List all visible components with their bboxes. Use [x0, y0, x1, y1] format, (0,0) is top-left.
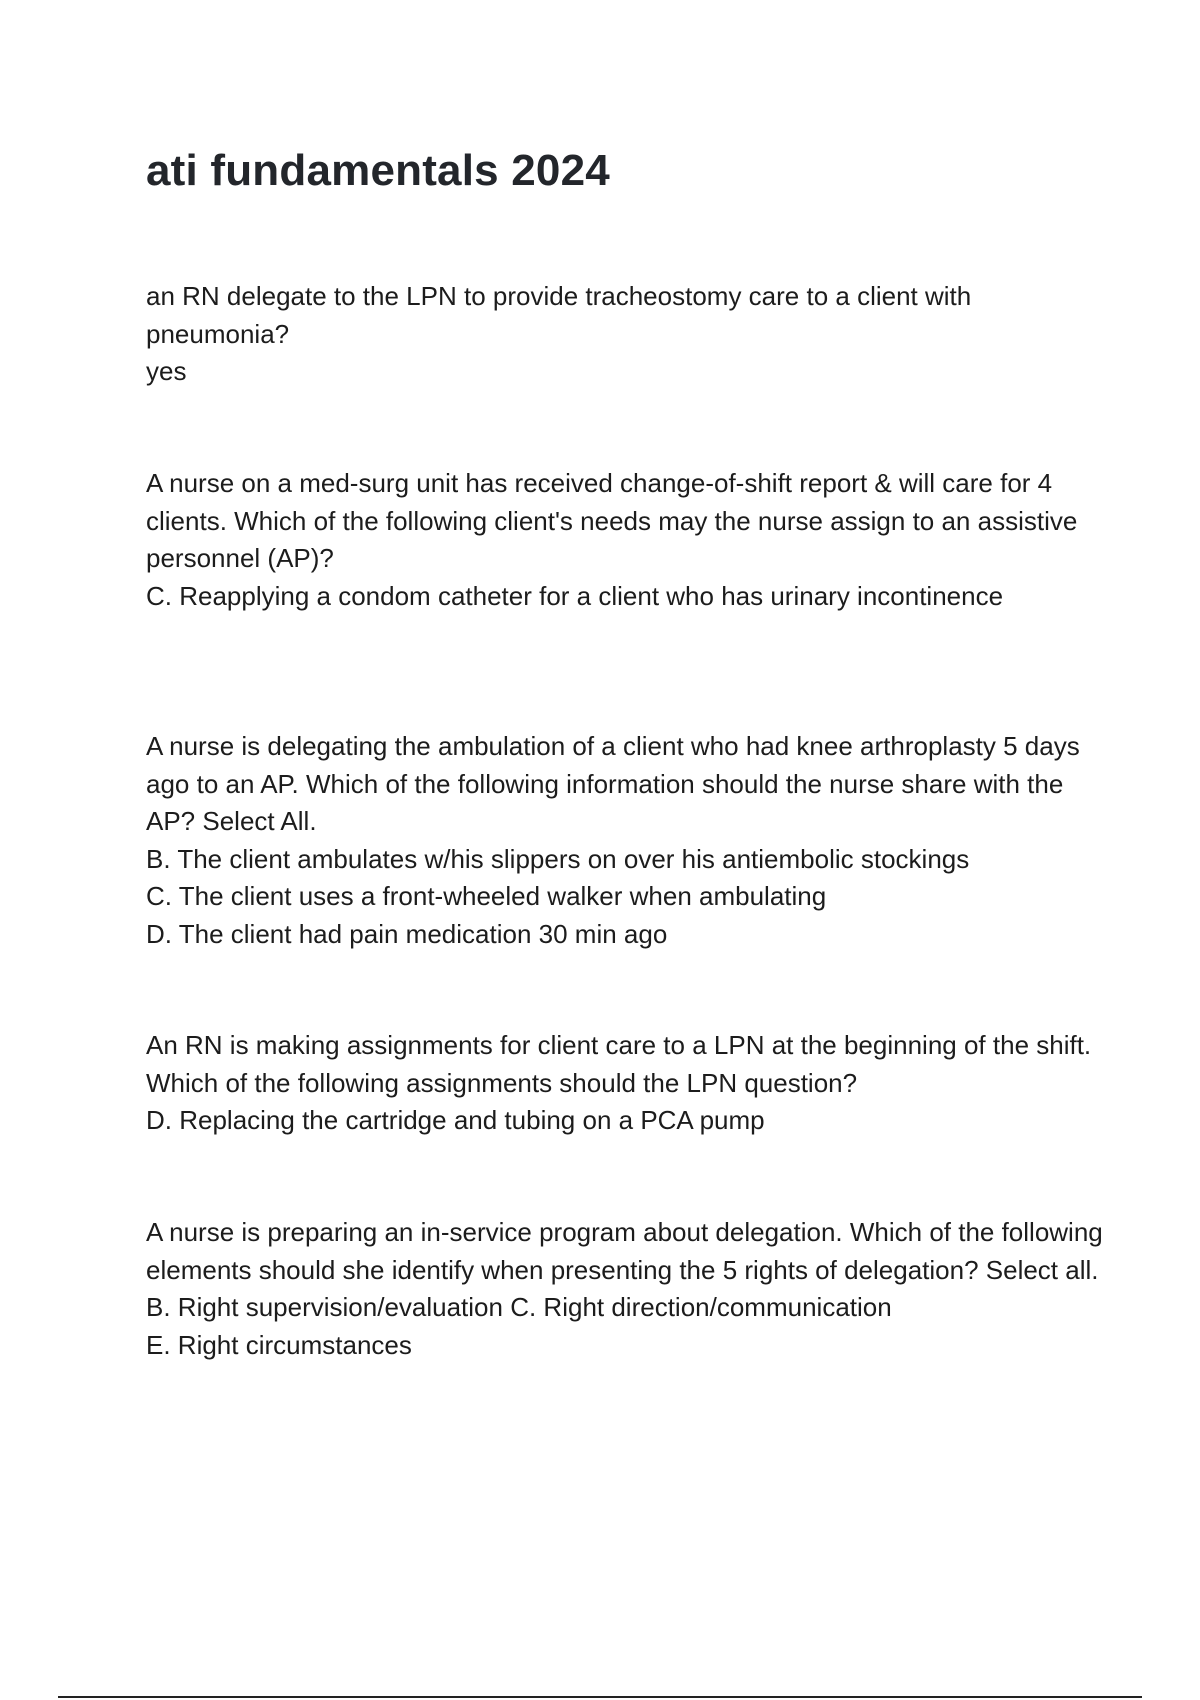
question-text: an RN delegate to the LPN to provide tracheostomy care to a client with pneumonia? [146, 281, 972, 349]
qa-item [146, 1214, 1106, 1364]
footer-divider [58, 1696, 1142, 1698]
qa-item [146, 278, 1106, 391]
question-text: An RN is making assignments for client care to a LPN at the beginning of the shift. Which of the following assignments should the LPN question? [146, 1030, 1092, 1098]
qa-item [146, 1027, 1106, 1140]
answer-text: E. Right circumstances [146, 1329, 412, 1360]
answer-text: D. Replacing the cartridge and tubing on a PCA pump [146, 1105, 765, 1135]
answer-text: C. Reapplying a condom catheter for a client who has urinary incontinence [146, 580, 1004, 611]
page-title: ati fundamentals 2024 [146, 146, 610, 195]
answer-text: C. The client uses a front-wheeled walker when ambulating [146, 881, 827, 911]
question-text: A nurse is delegating the ambulation of a client who had knee arthroplasty 5 days ago to an AP. Which of the following information should the nurse share with the AP? Select All. [146, 731, 1080, 836]
qa-item [146, 465, 1126, 615]
answer-text: D. The client had pain medication 30 min ago [146, 918, 668, 949]
answer-text: B. Right supervision/evaluation C. Right direction/communication [146, 1292, 892, 1322]
answer-text: yes [146, 356, 187, 386]
qa-item [146, 728, 1091, 953]
answer-text: B. The client ambulates w/his slippers on over his antiembolic stockings [146, 843, 970, 874]
question-text: A nurse on a med-surg unit has received change-of-shift report & will care for 4 clients. Which of the following client's needs may the nurse assign to an assistive personnel (AP)? [146, 468, 1078, 573]
question-text: A nurse is preparing an in-service program about delegation. Which of the following elements should she identify when presenting the 5 rights of delegation? Select all. [146, 1217, 1103, 1285]
